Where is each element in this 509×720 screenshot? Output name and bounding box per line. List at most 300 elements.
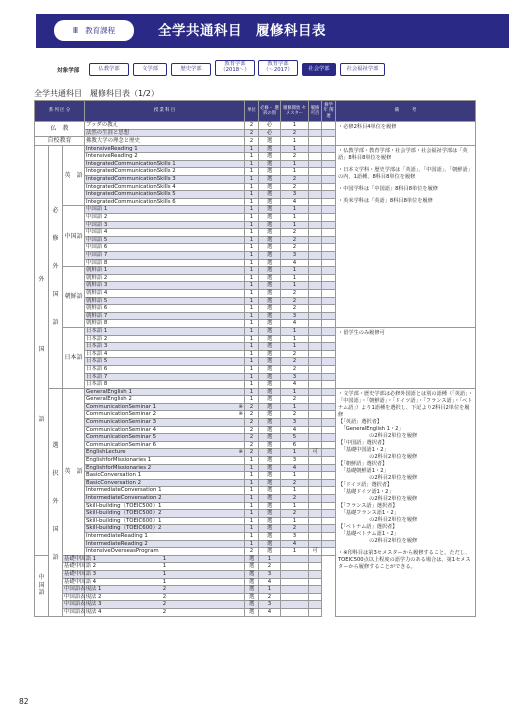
course-name (85, 479, 245, 487)
course-name (85, 145, 245, 153)
unit-cell: 1 (245, 244, 259, 252)
unit-cell: 1 (245, 532, 259, 540)
requirement-cell: 選 (259, 403, 281, 411)
requirement-cell: 選 (259, 221, 281, 229)
requirement-cell: 選 (259, 495, 281, 503)
course-name-text: IntermediateConversation 1 (86, 487, 162, 494)
unit-cell: 2 (245, 449, 259, 457)
requirement-cell: 選 (259, 198, 281, 206)
relation-cell (322, 153, 336, 161)
course-name (85, 335, 245, 343)
requirement-cell: 選 (259, 464, 281, 472)
unit-cell: 1 (245, 502, 259, 510)
remark-line: 【「フランス語」選択者】 (338, 502, 398, 509)
remark-line: 「基礎朝鮮語1・2」 (338, 467, 389, 474)
relation-cell (322, 487, 336, 495)
semester-cell: 1 (281, 145, 309, 153)
course-name-text: EnglishLecture (86, 449, 126, 456)
unit-cell: 1 (245, 358, 259, 366)
course-name-text: 朝鮮語 4 (86, 289, 108, 296)
availability-cell (309, 426, 322, 434)
requirement-cell: 選 (259, 457, 281, 465)
page-number: 82 (19, 697, 29, 706)
course-name-text: IntermediateConversation 2 (86, 495, 162, 501)
unit-cell: 2 (245, 426, 259, 434)
course-name (85, 411, 245, 419)
semester-cell: 2 (281, 365, 309, 373)
unit-cell: 2 (85, 593, 245, 601)
course-name-text: IntegratedCommunicationSkills 2 (86, 168, 176, 175)
relation-cell (322, 532, 336, 540)
relation-cell (322, 373, 336, 381)
course-name (85, 137, 245, 146)
relation-cell (322, 312, 336, 320)
unit-cell: 1 (245, 388, 259, 396)
course-name (85, 206, 245, 214)
course-name (85, 525, 245, 533)
availability-cell (309, 396, 322, 404)
unit-cell: 1 (245, 274, 259, 282)
requirement-cell: 選 (259, 502, 281, 510)
semester-cell: 1 (281, 343, 309, 351)
course-name (85, 434, 245, 442)
unit-cell: 1 (245, 289, 259, 297)
relation-cell (322, 510, 336, 518)
availability-cell (281, 555, 309, 563)
unit-cell: 1 (245, 312, 259, 320)
availability-cell (281, 563, 309, 571)
remark-line: の2科目2単位を履修 (338, 432, 418, 439)
course-name-text: Skill-building（TOEIC500）2 (86, 510, 162, 517)
requirement-cell: 選 (259, 327, 281, 335)
remark-line: ・※印科目は第3セメスターから履修すること。ただし、TOEIC500点以上程度の語学力のある場合は、第1セメスターから履修することができる。 (338, 549, 471, 570)
availability-cell: 可 (309, 449, 322, 457)
relation-cell (322, 176, 336, 184)
requirement-cell: 選 (259, 153, 281, 161)
requirement-cell: 選 (245, 563, 259, 571)
availability-cell: 可 (309, 548, 322, 556)
relation-cell (322, 289, 336, 297)
course-name-text: 中国語表現法 1 (64, 586, 102, 593)
semester-cell: 4 (281, 540, 309, 548)
course-name (85, 252, 245, 260)
target-label: 対象学部 (57, 68, 80, 74)
availability-cell (309, 267, 322, 275)
availability-cell (309, 532, 322, 540)
requirement-cell: 選 (259, 312, 281, 320)
semester-cell: 4 (259, 608, 281, 616)
semester-cell: 1 (281, 487, 309, 495)
semester-cell: 2 (281, 350, 309, 358)
course-name-text: Skill-building（TOEIC600）2 (86, 525, 162, 532)
chapter-label: 教育課程 (85, 26, 116, 35)
course-name-text: 日本語 1 (86, 327, 108, 334)
dept-tab-shakai[interactable]: 社会学部 (302, 63, 336, 76)
unit-cell: 1 (85, 570, 245, 578)
relation-cell (322, 206, 336, 214)
course-name (85, 510, 245, 518)
semester-cell: 2 (281, 510, 309, 518)
relation-cell (322, 274, 336, 282)
semester-cell: 2 (281, 396, 309, 404)
requirement-cell: 選 (259, 358, 281, 366)
relation-cell (322, 236, 336, 244)
unit-cell: 2 (245, 548, 259, 556)
course-name (85, 191, 245, 199)
remark-line: 【「ドイツ語」選択者】 (338, 481, 393, 488)
requirement-cell: 選 (259, 176, 281, 184)
semester-cell: 2 (281, 236, 309, 244)
course-name (85, 343, 245, 351)
dept-tab-bungaku[interactable]: 文学部 (133, 63, 167, 76)
requirement-cell: 選 (259, 267, 281, 275)
course-name (85, 457, 245, 465)
semester-cell: 2 (259, 563, 281, 571)
remark-line: ・留学生のみ履修可 (338, 329, 385, 336)
course-name (85, 282, 245, 290)
requirement-cell: 選 (259, 479, 281, 487)
course-name (85, 129, 245, 137)
course-name-text: 朝鮮語 5 (86, 297, 108, 304)
course-name-text: 基礎中国語 1 (64, 555, 97, 562)
course-name-text: 基礎中国語 4 (64, 578, 97, 585)
course-name (85, 403, 245, 411)
requirement-cell: 選 (259, 487, 281, 495)
course-name (85, 289, 245, 297)
dept-tab-rekishi[interactable]: 歴史学部 (171, 63, 211, 76)
semester-cell: 4 (281, 426, 309, 434)
unit-cell: 2 (245, 411, 259, 419)
relation-cell (309, 555, 322, 563)
unit-cell: 1 (245, 252, 259, 260)
relation-cell (322, 426, 336, 434)
relation-cell (322, 122, 336, 130)
requirement-cell: 選 (259, 145, 281, 153)
semester-cell: 6 (281, 441, 309, 449)
col-header: 単位 (245, 101, 259, 122)
unit-cell: 1 (245, 191, 259, 199)
availability-cell (309, 510, 322, 518)
group-label: 英 語 (63, 388, 85, 555)
course-name (85, 495, 245, 503)
requirement-cell: 選 (259, 434, 281, 442)
relation-cell (309, 578, 322, 586)
unit-cell: 1 (245, 396, 259, 404)
requirement-cell: 選 (259, 441, 281, 449)
course-name-text: 朝鮮語 1 (86, 267, 108, 274)
relation-cell (322, 305, 336, 313)
requirement-cell: 選 (245, 555, 259, 563)
unit-cell: 1 (245, 168, 259, 176)
availability-cell (309, 259, 322, 267)
remark-line: ・必修2科目4単位を履修 (338, 124, 397, 130)
remark-line: 「基礎ドイツ語1・2」 (338, 488, 394, 495)
relation-cell (322, 434, 336, 442)
unit-cell: 2 (85, 601, 245, 609)
course-name (85, 259, 245, 267)
semester-cell: 2 (281, 176, 309, 184)
course-name (63, 601, 102, 609)
availability-cell (309, 214, 322, 222)
chapter-pill (54, 20, 134, 41)
availability-cell (281, 586, 309, 594)
semester-cell: 3 (281, 252, 309, 260)
unit-cell: 1 (85, 578, 245, 586)
semester-cell: 2 (281, 411, 309, 419)
relation-cell (322, 229, 336, 237)
requirement-cell: 選 (259, 373, 281, 381)
requirement-cell: 選 (259, 259, 281, 267)
relation-cell (322, 419, 336, 427)
table-row (35, 388, 476, 396)
requirement-cell: 選 (259, 388, 281, 396)
unit-cell: 2 (245, 434, 259, 442)
unit-cell: 1 (245, 145, 259, 153)
course-name-text: 佛教大学の理念と歴史 (86, 137, 140, 144)
course-name-text: 中国語 8 (86, 259, 108, 266)
relation-cell (322, 388, 336, 396)
unit-cell: 1 (245, 320, 259, 328)
availability-cell (309, 289, 322, 297)
unit-cell: 1 (245, 525, 259, 533)
course-name (85, 396, 245, 404)
unit-cell: 1 (245, 510, 259, 518)
course-name-text: 朝鮮語 7 (86, 312, 108, 319)
course-name (85, 487, 245, 495)
requirement-cell: 選 (259, 517, 281, 525)
relation-cell (322, 327, 336, 335)
semester-cell: 2 (281, 129, 309, 137)
unit-cell: 1 (245, 229, 259, 237)
semester-cell: 2 (281, 289, 309, 297)
relation-cell (322, 282, 336, 290)
unit-cell: 1 (245, 259, 259, 267)
remark-line: の2科目2単位を履修 (338, 516, 418, 523)
unit-cell: 1 (245, 343, 259, 351)
course-name (85, 388, 245, 396)
course-name-text: 中国語 6 (86, 244, 108, 251)
semester-cell: 2 (281, 229, 309, 237)
requirement-cell: 選 (259, 206, 281, 214)
course-name-text: 日本語 6 (86, 365, 108, 372)
availability-cell (309, 479, 322, 487)
course-name-text: CommunicationSeminar 2 (86, 411, 157, 418)
course-name (63, 608, 102, 616)
remarks-cell (336, 122, 476, 146)
availability-cell (309, 244, 322, 252)
unit-cell: 1 (245, 350, 259, 358)
semester-cell: 2 (281, 297, 309, 305)
course-name (85, 441, 245, 449)
availability-cell (309, 183, 322, 191)
group-label: 日本語 (63, 327, 85, 388)
semester-cell: 2 (259, 593, 281, 601)
relation-cell (322, 449, 336, 457)
dept-tab-kyoiku-2017[interactable]: 教育学部 （〜2017） (258, 60, 298, 76)
course-name-text: IntegratedCommunicationSkills 4 (86, 183, 176, 190)
relation-cell (322, 244, 336, 252)
availability-cell (281, 593, 309, 601)
unit-cell: 1 (85, 563, 245, 571)
course-name (85, 373, 245, 381)
semester-cell: 2 (281, 479, 309, 487)
course-name (85, 540, 245, 548)
relation-cell (322, 221, 336, 229)
requirement-cell: 選 (259, 282, 281, 290)
availability-cell (309, 160, 322, 168)
unit-cell: 2 (245, 129, 259, 137)
table-row (35, 122, 476, 130)
course-name-text: 日本語 5 (86, 358, 108, 365)
chapter-number: Ⅲ (72, 26, 79, 35)
course-name (85, 176, 245, 184)
dept-tab-kyoiku-2018[interactable]: 教育学部 （2018〜） (215, 60, 255, 76)
unit-cell: 1 (245, 282, 259, 290)
course-name (85, 183, 245, 191)
unit-cell: 1 (245, 297, 259, 305)
asterisk-mark: ※ (238, 403, 244, 410)
table-header-row (35, 101, 476, 122)
dept-tab-bukkyo[interactable]: 仏教学部 (89, 63, 129, 76)
col-header: 履修開始 セメスター (281, 101, 309, 122)
requirement-cell: 選 (245, 593, 259, 601)
course-name-text: IntegratedCommunicationSkills 5 (86, 191, 176, 198)
availability-cell (309, 517, 322, 525)
requirement-cell: 選 (259, 137, 281, 146)
relation-cell (322, 335, 336, 343)
group-label: 必 修 外 国 語 (49, 145, 63, 388)
unit-cell: 1 (245, 305, 259, 313)
course-name-text: 朝鮮語 6 (86, 305, 108, 312)
course-name (85, 472, 245, 480)
course-name-text: IntensiveReading 2 (86, 153, 138, 160)
group-label: 中国語 (63, 206, 85, 267)
availability-cell (309, 441, 322, 449)
requirement-cell: 選 (259, 350, 281, 358)
availability-cell (309, 403, 322, 411)
relation-cell (322, 129, 336, 137)
unit-cell: 1 (245, 381, 259, 389)
unit-cell: 1 (245, 327, 259, 335)
semester-cell: 2 (281, 358, 309, 366)
relation-cell (309, 593, 322, 601)
availability-cell (309, 358, 322, 366)
semester-cell: 2 (281, 305, 309, 313)
availability-cell (309, 411, 322, 419)
semester-cell: 3 (259, 570, 281, 578)
semester-cell: 1 (281, 206, 309, 214)
course-name-text: CommunicationSeminar 4 (86, 426, 157, 433)
course-name-text: 基礎中国語 2 (64, 563, 97, 570)
relation-cell (322, 198, 336, 206)
remark-line: の2科目2単位を履修 (338, 474, 418, 481)
requirement-cell: 選 (259, 343, 281, 351)
course-name (85, 312, 245, 320)
relation-cell (322, 502, 336, 510)
unit-cell: 1 (245, 153, 259, 161)
relation-cell (322, 396, 336, 404)
relation-cell (322, 137, 336, 146)
relation-cell (322, 183, 336, 191)
semester-cell: 3 (281, 419, 309, 427)
unit-cell: 2 (245, 403, 259, 411)
remark-line: 「基礎中国語1・2」 (338, 446, 389, 453)
remark-line: 「基礎ベトナム語1・2」 (338, 530, 399, 537)
availability-cell (309, 502, 322, 510)
relation-cell (322, 472, 336, 480)
unit-cell: 1 (245, 487, 259, 495)
course-name-text: BasicConversation 2 (86, 479, 142, 486)
semester-cell: 1 (281, 267, 309, 275)
semester-cell: 1 (281, 168, 309, 176)
relation-cell (309, 608, 322, 616)
remark-line: 【「ベトナム語」選択者】 (338, 523, 398, 530)
availability-cell (281, 601, 309, 609)
dept-tab-shakaifukushi[interactable]: 社会福祉学部 (340, 63, 385, 76)
course-name (85, 236, 245, 244)
relation-cell (322, 381, 336, 389)
remark-line: ・英米学科は「英語」8科目8単位を履修 (338, 197, 433, 204)
availability-cell (281, 608, 309, 616)
relation-cell (309, 570, 322, 578)
relation-cell (322, 297, 336, 305)
semester-cell: 1 (259, 586, 281, 594)
semester-cell: 3 (259, 601, 281, 609)
availability-cell (309, 350, 322, 358)
requirement-cell: 選 (245, 586, 259, 594)
requirement-cell: 選 (259, 214, 281, 222)
semester-cell: 5 (281, 434, 309, 442)
relation-cell (322, 479, 336, 487)
availability-cell (309, 365, 322, 373)
unit-cell: 2 (245, 122, 259, 130)
table-row (35, 145, 476, 153)
semester-cell: 2 (281, 183, 309, 191)
course-name-text: 中国語 2 (86, 214, 108, 221)
relation-cell (322, 517, 336, 525)
course-name-text: BasicConversation 1 (86, 472, 142, 479)
requirement-cell: 選 (259, 532, 281, 540)
course-name (85, 267, 245, 275)
requirement-cell: 選 (259, 426, 281, 434)
unit-cell: 1 (245, 373, 259, 381)
unit-cell: 1 (245, 160, 259, 168)
unit-cell: 1 (245, 176, 259, 184)
semester-cell: 2 (281, 153, 309, 161)
course-name-text: 中国語 4 (86, 229, 108, 236)
course-name-text: 朝鮮語 2 (86, 274, 108, 281)
unit-cell: 1 (245, 517, 259, 525)
unit-cell: 1 (245, 236, 259, 244)
relation-cell (322, 267, 336, 275)
semester-cell: 1 (281, 282, 309, 290)
relation-cell (322, 358, 336, 366)
requirement-cell: 選 (259, 411, 281, 419)
semester-cell: 3 (281, 312, 309, 320)
requirement-cell: 選 (245, 570, 259, 578)
course-name (63, 563, 97, 571)
semester-cell: 2 (281, 244, 309, 252)
unit-cell: 1 (245, 221, 259, 229)
course-name-text: 日本語 2 (86, 335, 108, 342)
section-title: 全学共通科目 履修科目表（1/2） (34, 89, 159, 98)
col-header: 必修・ 選択の別 (259, 101, 281, 122)
availability-cell (309, 122, 322, 130)
unit-cell: 2 (245, 419, 259, 427)
semester-cell: 3 (281, 532, 309, 540)
remark-line: ・中国学科は「中国語」8科目8単位を履修 (338, 185, 438, 192)
availability-cell (309, 373, 322, 381)
